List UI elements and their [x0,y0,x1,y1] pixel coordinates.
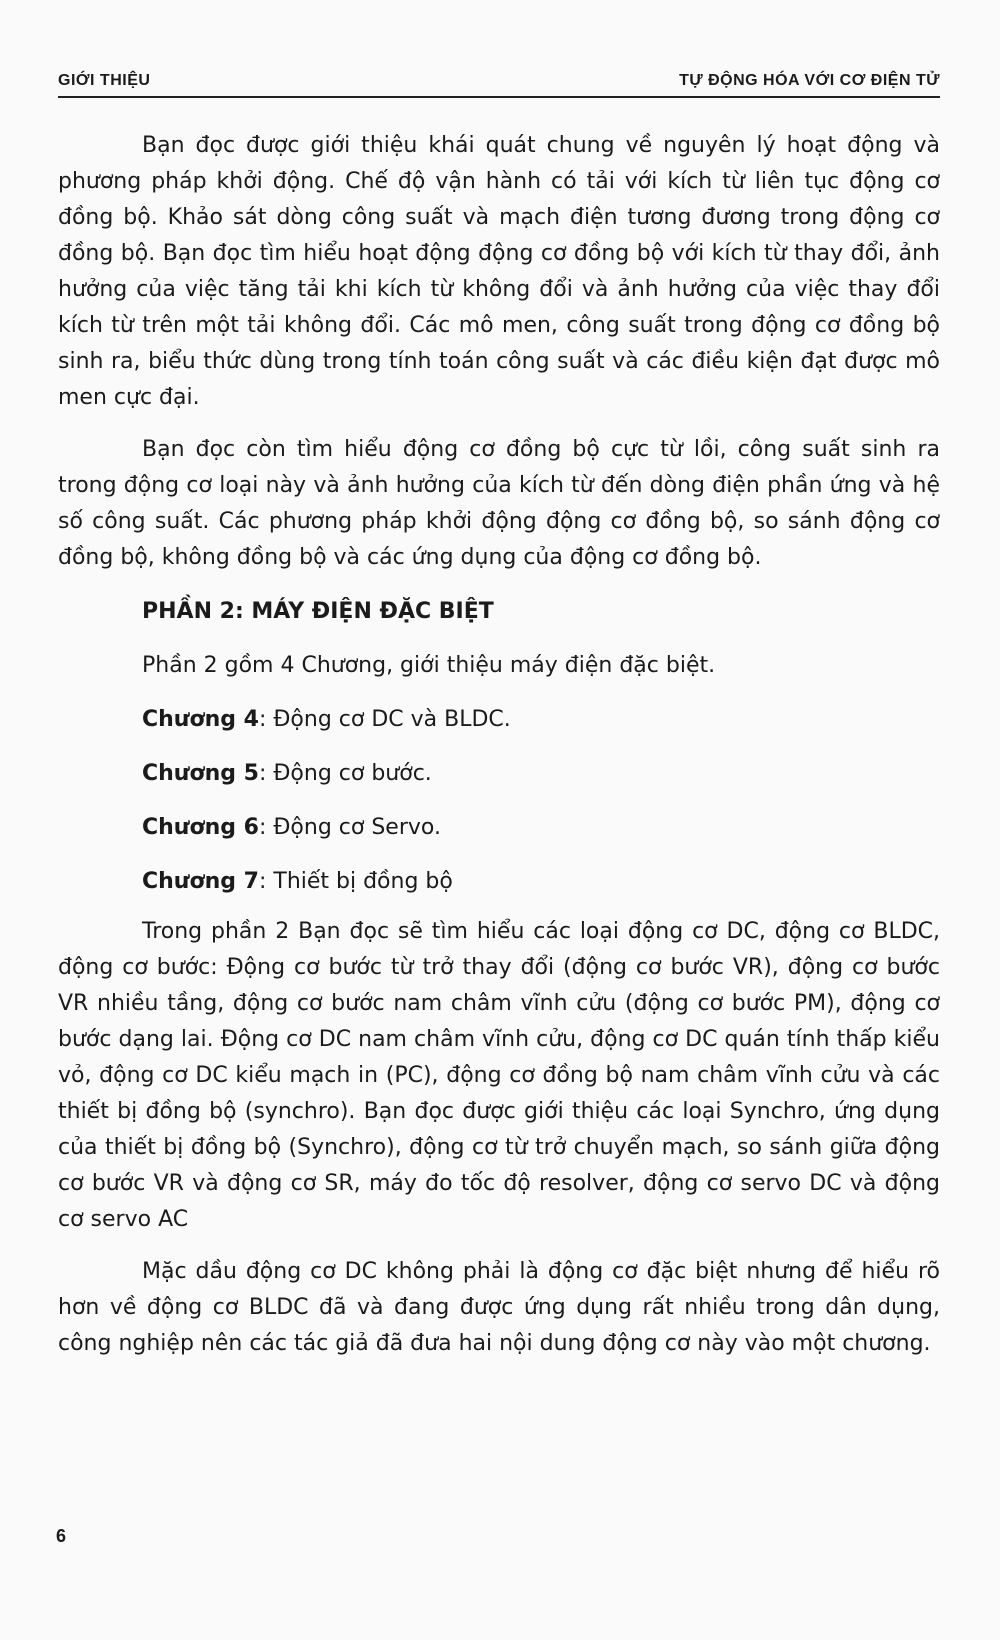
chapter-label: Chương 5 [142,761,259,786]
page-body [58,128,940,1362]
chapter-label: Chương 7 [142,869,259,894]
chapter-title: : Động cơ Servo. [258,815,441,840]
paragraph-part2-details: Trong phần 2 Bạn đọc sẽ tìm hiểu các loại động cơ DC, động cơ BLDC, động cơ bước: Động cơ bước từ trở thay đổi (động cơ bước VR), động cơ bước VR nhiều tầng, động cơ bước nam châm vĩnh cửu (động cơ bước PM), động cơ bước dạng lai. Động cơ DC nam châm vĩnh cửu, động cơ DC quán tính thấp kiểu vỏ, động cơ DC kiểu mạch in (PC), động cơ đồng bộ nam châm vĩnh cửu và các thiết bị đồng bộ (synchro). Bạn đọc được giới thiệu các loại Synchro, ứng dụng của thiết bị đồng bộ (Synchro), động cơ từ trở chuyển mạch, so sánh giữa động cơ bước VR và động cơ SR, máy đo tốc độ resolver, động cơ servo DC và động cơ servo AC [58,919,940,1232]
chapter-item [58,864,940,900]
header-book-title: TỰ ĐỘNG HÓA VỚI CƠ ĐIỆN TỬ [679,72,940,89]
chapter-label: Chương 6 [142,815,259,840]
chapter-label: Chương 4 [142,707,259,732]
paragraph-synchronous-intro: Bạn đọc được giới thiệu khái quát chung về nguyên lý hoạt động và phương pháp khởi động. Chế độ vận hành có tải với kích từ liên tục động cơ đồng bộ. Khảo sát dòng công suất và mạch điện tương đương trong động cơ đồng bộ. Bạn đọc tìm hiểu hoạt động động cơ đồng bộ với kích từ thay đổi, ảnh hưởng của việc tăng tải khi kích từ không đổi và ảnh hưởng của việc thay đổi kích từ trên một tải không đổi. Các mô men, công suất trong động cơ đồng bộ sinh ra, biểu thức dùng trong tính toán công suất và các điều kiện đạt được mô men cực đại. [58,133,940,410]
page-number: 6 [56,1526,67,1546]
header-section-title: GIỚI THIỆU [58,72,151,89]
paragraph-salient-pole: Bạn đọc còn tìm hiểu động cơ đồng bộ cực từ lồi, công suất sinh ra trong động cơ loại này và ảnh hưởng của kích từ đến dòng điện phần ứng và hệ số công suất. Các phương pháp khởi động động cơ đồng bộ, so sánh động cơ đồng bộ, không đồng bộ và các ứng dụng của động cơ đồng bộ. [58,437,940,570]
chapter-item [58,810,940,846]
chapter-item [58,756,940,792]
part2-heading: PHẦN 2: MÁY ĐIỆN ĐẶC BIỆT [142,599,494,624]
part2-intro: Phần 2 gồm 4 Chương, giới thiệu máy điện đặc biệt. [142,653,716,678]
running-header [58,66,940,98]
paragraph-dc-bldc-note: Mặc dầu động cơ DC không phải là động cơ đặc biệt nhưng để hiểu rõ hơn về động cơ BLDC đã và đang được ứng dụng rất nhiều trong dân dụng, công nghiệp nên các tác giả đã đưa hai nội dung động cơ này vào một chương. [58,1259,940,1356]
chapter-item [58,702,940,738]
chapter-title: : Động cơ bước. [258,761,432,786]
chapter-title: : Động cơ DC và BLDC. [258,707,511,732]
chapter-title: : Thiết bị đồng bộ [258,869,453,894]
